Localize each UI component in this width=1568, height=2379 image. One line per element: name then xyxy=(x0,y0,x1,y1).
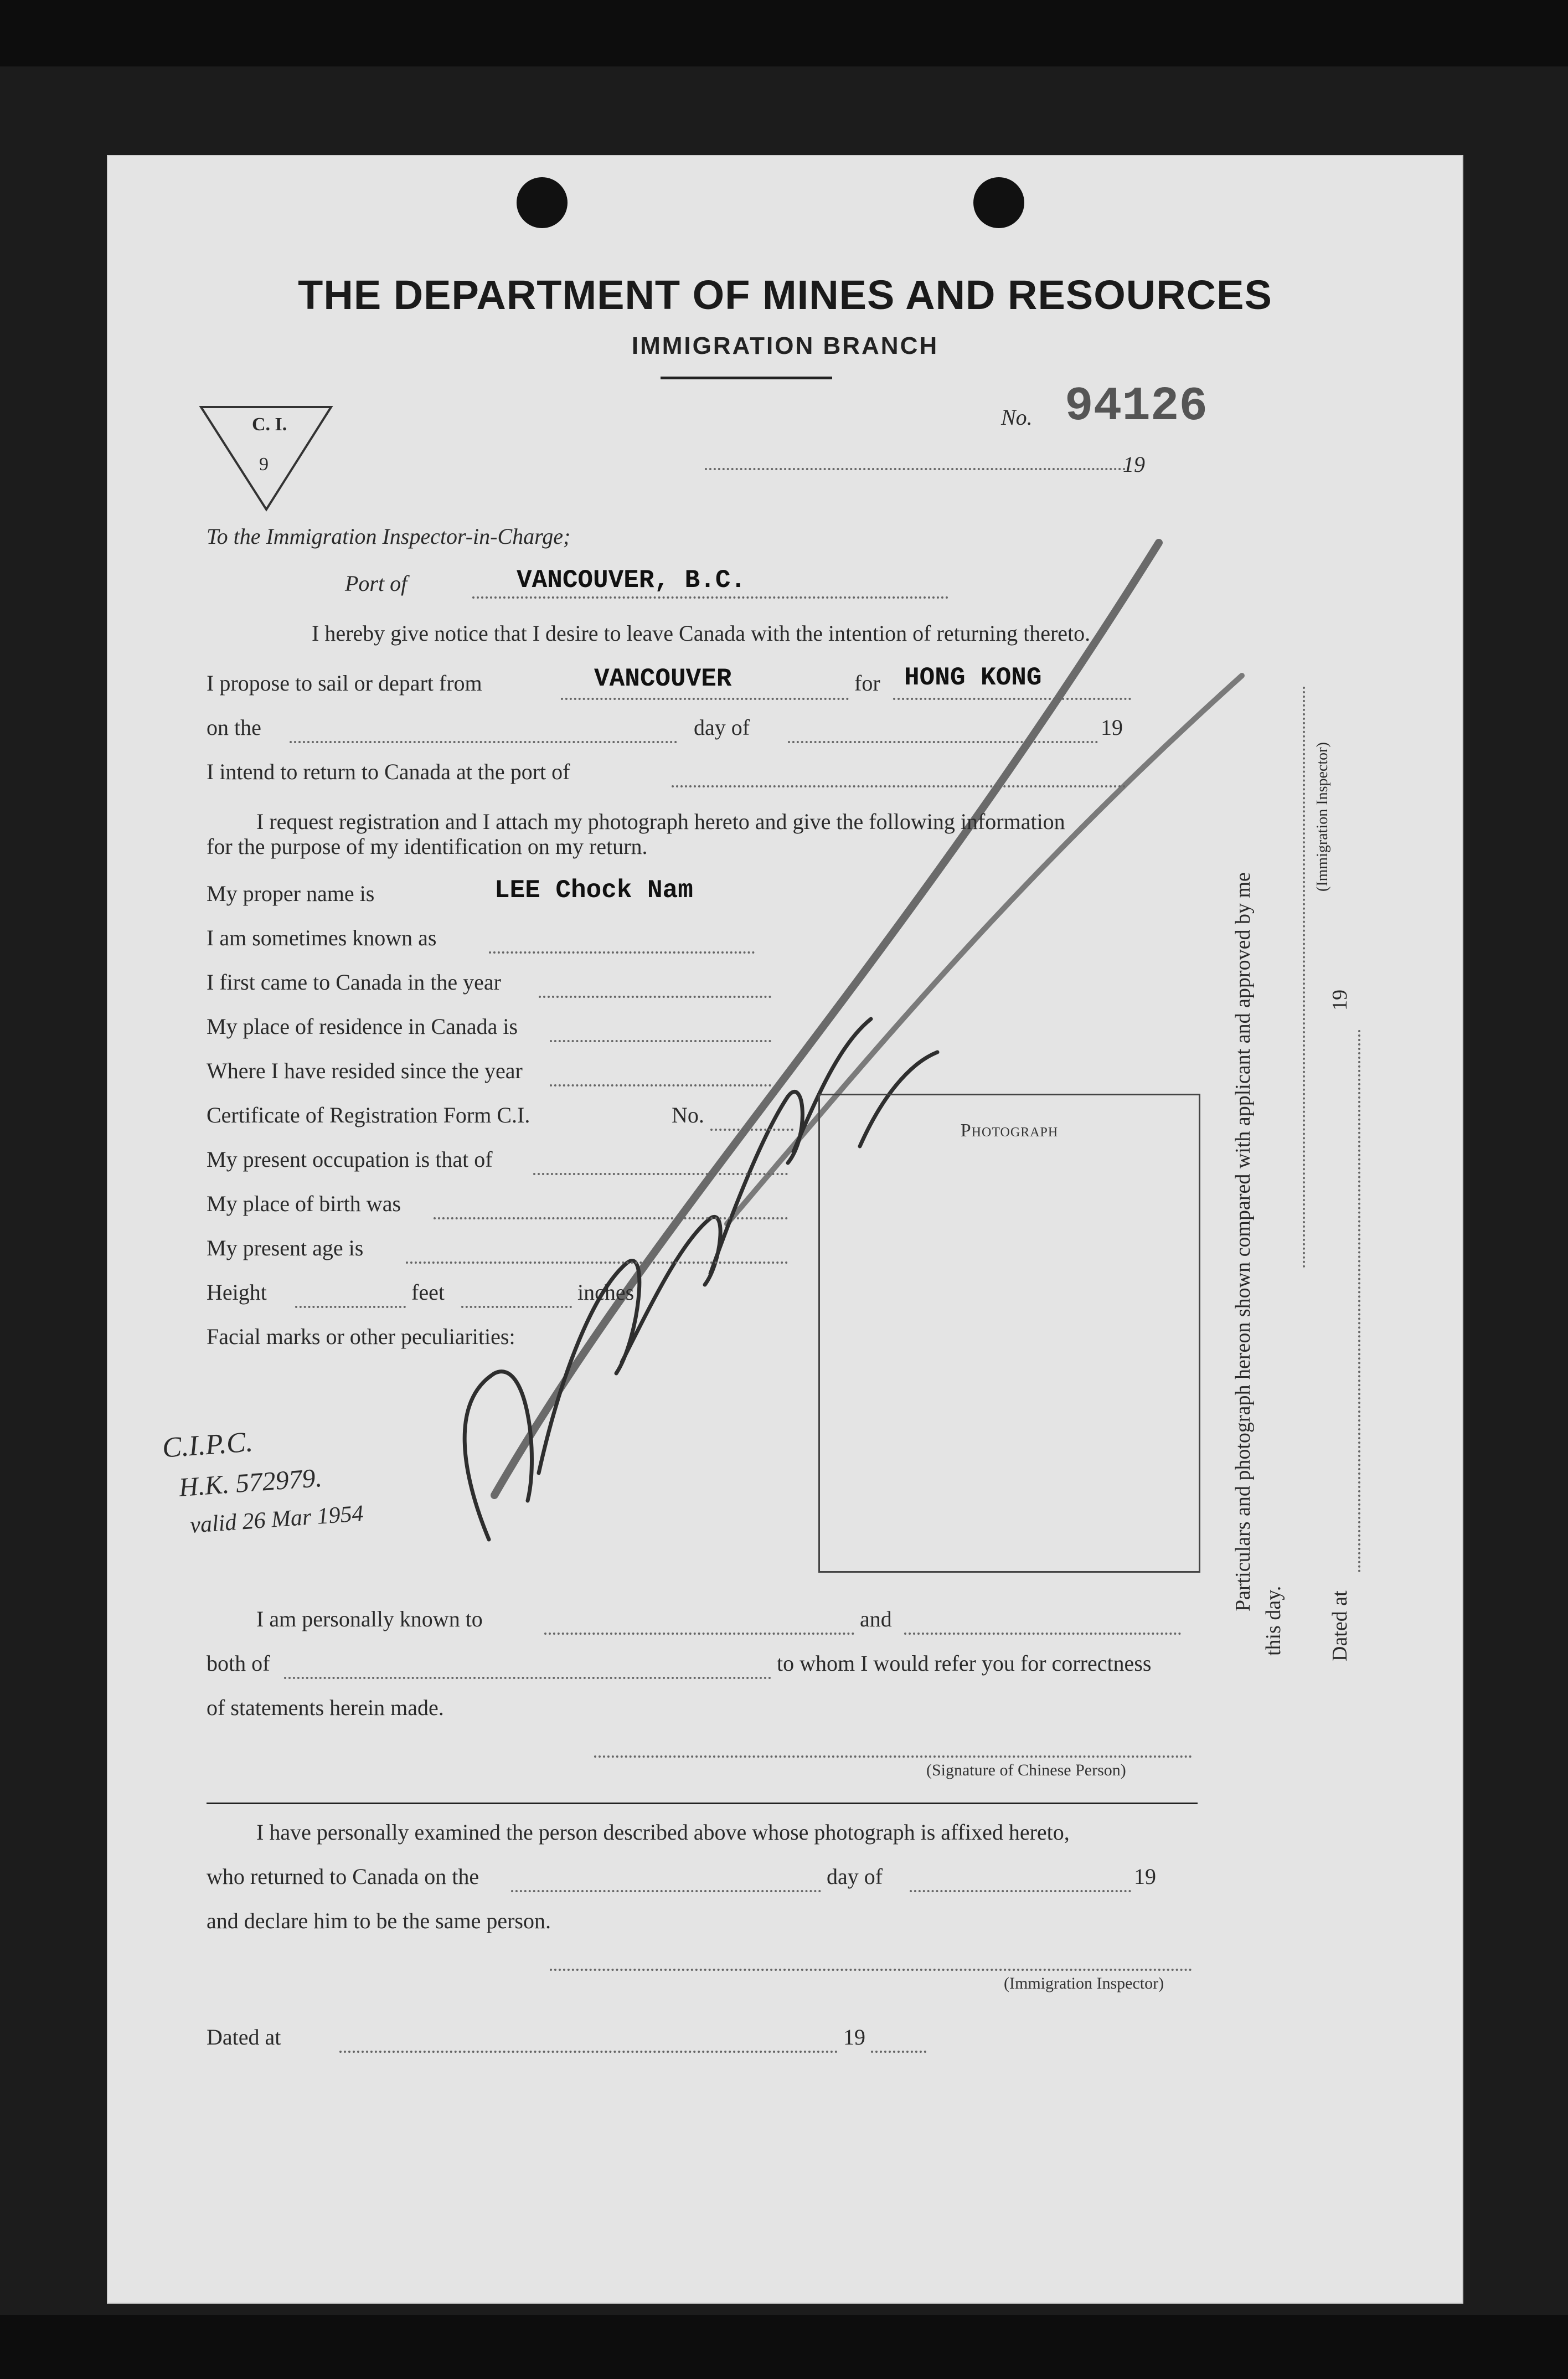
first-came-label: I first came to Canada in the year xyxy=(207,970,501,995)
immigration-form xyxy=(107,155,1463,2304)
known-as-label: I am sometimes known as xyxy=(207,925,437,950)
occupation-line xyxy=(533,1173,788,1175)
sail-to-line xyxy=(893,698,1131,700)
occupation-label: My present occupation is that of xyxy=(207,1147,493,1172)
side-particulars-2: this day. xyxy=(1262,1585,1285,1656)
number-label: No. xyxy=(1001,405,1033,430)
inches-label: inches xyxy=(577,1280,635,1305)
section-divider xyxy=(207,1803,1198,1804)
height-label: Height xyxy=(207,1280,267,1305)
declare-text: and declare him to be the same person. xyxy=(207,1908,551,1933)
signature-line xyxy=(594,1755,1192,1758)
photograph-label: Photograph xyxy=(960,1120,1059,1141)
for-label: for xyxy=(854,671,880,696)
addressee: To the Immigration Inspector-in-Charge; xyxy=(207,524,571,549)
handwritten-note-2: H.K. 572979. xyxy=(178,1463,323,1502)
dated-year-line xyxy=(871,2051,926,2053)
year-prefix: 19 xyxy=(1123,452,1145,477)
inspector-signature-line xyxy=(550,1969,1192,1971)
sail-from-line xyxy=(561,698,849,700)
certificate-label: Certificate of Registration Form C.I. xyxy=(207,1103,530,1127)
film-band-bottom xyxy=(0,2315,1568,2379)
facial-marks-label: Facial marks or other peculiarities: xyxy=(207,1324,515,1349)
day-of-line xyxy=(788,741,1098,743)
photograph-box xyxy=(818,1094,1200,1573)
exam-day-of-line xyxy=(910,1890,1131,1892)
form-code-top: C. I. xyxy=(252,414,287,435)
inspector-caption: (Immigration Inspector) xyxy=(1004,1974,1164,1992)
and-line xyxy=(904,1633,1181,1635)
side-year-label: 19 xyxy=(1328,990,1352,1011)
sail-to-value: HONG KONG xyxy=(904,663,1042,692)
sail-from-value: VANCOUVER xyxy=(594,665,732,693)
returned-line xyxy=(511,1890,821,1892)
resided-since-label: Where I have resided since the year xyxy=(207,1058,523,1083)
first-came-line xyxy=(539,996,771,998)
signature-caption: (Signature of Chinese Person) xyxy=(926,1761,1126,1779)
age-label: My present age is xyxy=(207,1235,364,1260)
whom-text: to whom I would refer you for correctness xyxy=(777,1651,1152,1676)
exam-day-of-label: day of xyxy=(827,1864,883,1889)
request-text-2: for the purpose of my identification on my return. xyxy=(207,834,648,859)
dated-at-line xyxy=(339,2051,838,2053)
handwritten-note-1: C.I.P.C. xyxy=(161,1426,254,1464)
both-of-label: both of xyxy=(207,1651,270,1676)
side-dated-line xyxy=(1358,1030,1360,1573)
examination-text: I have personally examined the person described above whose photograph is affixed hereto, xyxy=(256,1820,1070,1845)
residence-line xyxy=(550,1040,771,1042)
residence-label: My place of residence in Canada is xyxy=(207,1014,518,1039)
film-band-top xyxy=(0,0,1568,66)
side-inspector-line xyxy=(1303,687,1305,1268)
branch-title: IMMIGRATION BRANCH xyxy=(631,332,939,359)
return-port-line xyxy=(672,785,1126,787)
feet-line xyxy=(295,1306,406,1308)
exam-year-label: 19 xyxy=(1134,1864,1156,1889)
both-of-line xyxy=(284,1677,771,1679)
proper-name-label: My proper name is xyxy=(207,881,375,906)
port-line xyxy=(472,596,948,599)
birthplace-line xyxy=(434,1217,788,1219)
date-line xyxy=(705,468,1126,470)
port-value: VANCOUVER, B.C. xyxy=(517,566,746,595)
age-line xyxy=(406,1261,788,1264)
side-particulars-1: Particulars and photograph hereon shown compared with applicant and approved by me xyxy=(1231,872,1255,1611)
birthplace-label: My place of birth was xyxy=(207,1191,401,1216)
and-label: and xyxy=(860,1606,892,1631)
known-as-line xyxy=(489,951,755,954)
department-title: THE DEPARTMENT OF MINES AND RESOURCES xyxy=(298,272,1272,318)
returned-label: who returned to Canada on the xyxy=(207,1864,479,1889)
notice-text: I hereby give notice that I desire to leave Canada with the intention of returning thereto. xyxy=(312,621,1091,646)
sail-label: I propose to sail or depart from xyxy=(207,671,482,696)
side-inspector-caption: (Immigration Inspector) xyxy=(1314,742,1331,892)
side-dated-at-label: Dated at xyxy=(1328,1590,1352,1661)
form-number: 94126 xyxy=(1065,379,1208,434)
day-of-label: day of xyxy=(694,715,750,740)
certificate-no-line xyxy=(710,1129,793,1131)
dated-at-label: Dated at xyxy=(207,2025,281,2050)
form-code-bottom: 9 xyxy=(259,454,269,475)
resided-since-line xyxy=(550,1084,771,1086)
certificate-no-label: No. xyxy=(672,1103,704,1127)
port-label: Port of xyxy=(345,571,408,596)
known-to-line xyxy=(544,1633,854,1635)
proper-name-value: LEE Chock Nam xyxy=(494,876,693,905)
return-port-label: I intend to return to Canada at the port of xyxy=(207,759,570,784)
on-the-label: on the xyxy=(207,715,261,740)
form-graphics xyxy=(107,155,1463,2304)
feet-label: feet xyxy=(411,1280,445,1305)
inches-line xyxy=(461,1306,572,1308)
statements-text: of statements herein made. xyxy=(207,1695,444,1720)
on-the-line xyxy=(290,741,677,743)
request-text-1: I request registration and I attach my photograph hereto and give the following information xyxy=(256,809,1065,834)
dated-year-label: 19 xyxy=(843,2025,865,2050)
handwritten-note-3: valid 26 Mar 1954 xyxy=(189,1501,365,1538)
known-to-label: I am personally known to xyxy=(256,1606,483,1631)
year19-label: 19 xyxy=(1101,715,1123,740)
